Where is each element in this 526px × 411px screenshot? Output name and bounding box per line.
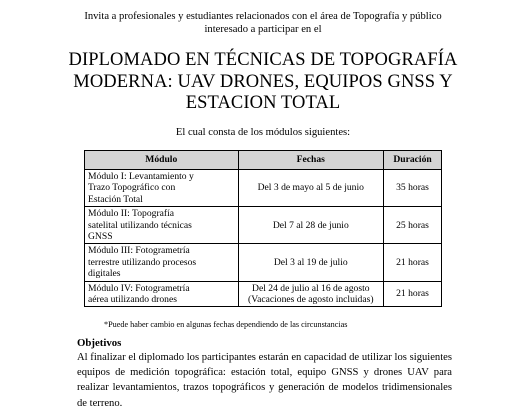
header-dates: Fechas bbox=[238, 151, 384, 170]
module-line: GNSS bbox=[88, 231, 113, 243]
module-line: Módulo I: Levantamiento y bbox=[88, 171, 194, 182]
module-line: terrestre utilizando procesos bbox=[88, 256, 197, 268]
title-line-2: MODERNA: UAV DRONES, EQUIPOS GNSS Y bbox=[73, 71, 453, 92]
title-line-1: DIPLOMADO EN TÉCNICAS DE TOPOGRAFÍA bbox=[68, 50, 458, 70]
dates-disclaimer: *Puede haber cambio en algunas fechas dependiendo de las circunstancias bbox=[104, 320, 348, 329]
table-row bbox=[85, 281, 442, 307]
module-cell bbox=[85, 281, 239, 307]
invitation-text bbox=[60, 10, 466, 36]
table-row bbox=[85, 244, 442, 281]
dates-cell bbox=[238, 244, 384, 281]
objectives-heading: Objetivos bbox=[77, 337, 122, 349]
module-line: aérea utilizando drones bbox=[88, 294, 177, 306]
module-cell bbox=[85, 170, 239, 207]
dates-line: (Vacaciones de agosto incluidas) bbox=[248, 294, 374, 306]
table-header-row bbox=[85, 151, 442, 170]
dates-line: Del 3 al 19 de julio bbox=[273, 256, 348, 268]
table-row bbox=[85, 207, 442, 244]
duration-cell: 21 horas bbox=[384, 281, 442, 307]
header-duration: Duración bbox=[384, 151, 442, 170]
module-line: digitales bbox=[88, 268, 121, 280]
duration-cell: 35 horas bbox=[384, 170, 442, 207]
title-line-3: ESTACION TOTAL bbox=[185, 93, 341, 113]
invitation-line-2: interesado a participar en el bbox=[204, 24, 322, 35]
dates-line: Del 24 de julio al 16 de agosto bbox=[252, 282, 370, 294]
dates-cell bbox=[238, 281, 384, 307]
objectives-paragraph: Al finalizar el diplomado los participantes estarán en capacidad de utilizar los siguientes equipos de medición topográfica: estación total, equipo GNSS y drones UAV para realizar levantamientos, trazos topográficos y generación de modelos tridimensionales de terreno. bbox=[77, 352, 452, 409]
dates-line: Del 3 de mayo al 5 de junio bbox=[257, 182, 364, 194]
module-line: Módulo IV: Fotogrametría bbox=[88, 282, 190, 294]
duration-cell: 21 horas bbox=[384, 244, 442, 281]
module-line: satelital utilizando técnicas bbox=[88, 219, 192, 231]
module-line: Módulo II: Topografía bbox=[88, 208, 175, 220]
module-cell bbox=[85, 207, 239, 244]
module-line: Trazo Topográfico con bbox=[88, 182, 176, 194]
module-line: Módulo III: Fotogrametría bbox=[88, 245, 190, 257]
modules-table bbox=[84, 150, 442, 307]
module-cell bbox=[85, 244, 239, 281]
header-module: Módulo bbox=[85, 151, 239, 170]
table-row bbox=[85, 170, 442, 207]
invitation-line-1: Invita a profesionales y estudiantes relacionados con el área de Topografía y público bbox=[84, 11, 442, 22]
document-title bbox=[40, 50, 486, 115]
dates-cell bbox=[238, 170, 384, 207]
dates-line: Del 7 al 28 de junio bbox=[272, 219, 349, 231]
dates-cell bbox=[238, 207, 384, 244]
duration-cell: 25 horas bbox=[384, 207, 442, 244]
module-line: Estación Total bbox=[88, 193, 143, 205]
modules-intro: El cual consta de los módulos siguientes: bbox=[175, 127, 351, 138]
